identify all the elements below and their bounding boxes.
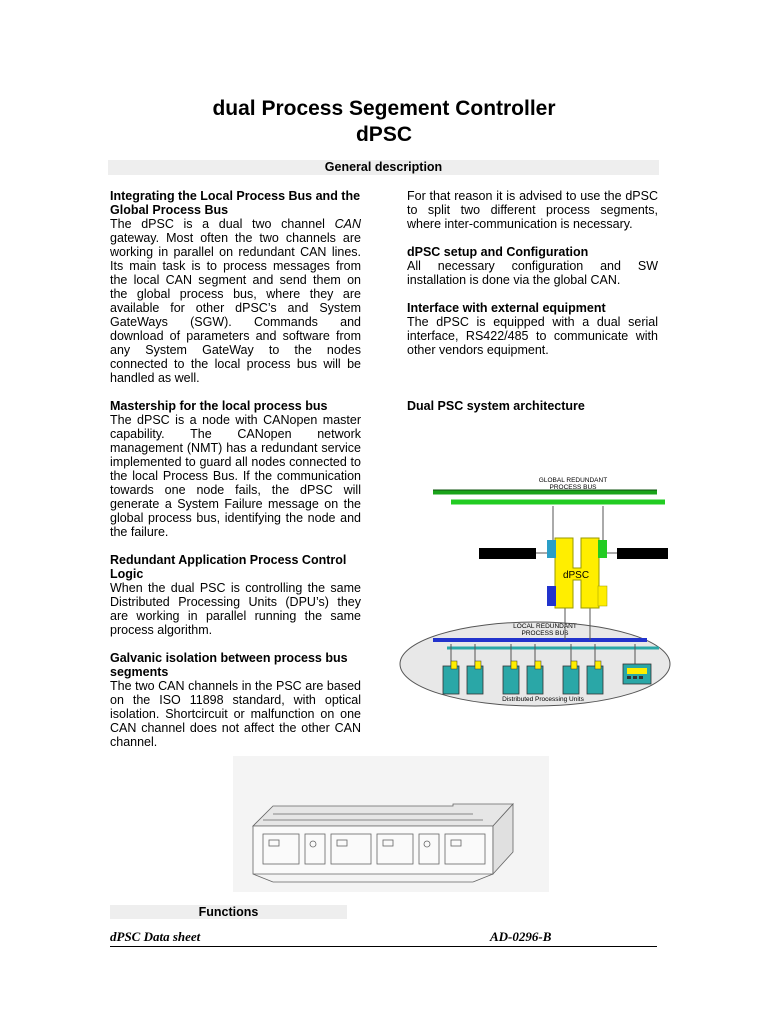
paragraph-mastership: The dPSC is a node with CANopen master capability. The CANopen network management (NMT) has a redundant service implemented to guard all nodes connected to the local Process Bus. If the communication towards one node fails, the dPSC will generate a System Failure message on the global process bus, identifying the node and the failure.: [110, 413, 361, 539]
local-bus-label-1: LOCAL REDUNDANT: [513, 623, 577, 630]
document-title: dual Process Segement Controller: [212, 97, 556, 120]
global-bus-label-2: PROCESS BUS: [549, 484, 597, 491]
can-term: CAN: [334, 217, 361, 231]
document-subtitle: dPSC: [355, 123, 412, 146]
heading-integrating: Integrating the Local Process Bus and the Global Process Bus: [110, 189, 361, 217]
heading-redundant-logic: Redundant Application Process Control Logic: [110, 553, 347, 581]
external-interface-left: [479, 548, 536, 559]
footer-rule: [110, 946, 657, 947]
footer-document-code: AD-0296-B: [490, 929, 552, 944]
paragraph-redundant-logic: When the dual PSC is controlling the same Distributed Processing Units (DPU’s) they are working in parallel running the same process algorithm.: [110, 581, 361, 637]
global-bus-label-1: GLOBAL REDUNDANT: [538, 477, 608, 484]
external-interface-right: [617, 548, 668, 559]
footer-document-name: dPSC Data sheet: [110, 929, 201, 944]
system-architecture-diagram: [395, 468, 677, 718]
paragraph-integrating-start: The dPSC is a dual two channel: [110, 217, 335, 231]
dpu-label: Distributed Processing Units: [502, 696, 584, 703]
local-bus-label-2: PROCESS BUS: [521, 630, 569, 637]
paragraph-setup: All necessary configuration and SW installation is done via the global CAN.: [407, 259, 658, 287]
heading-setup: dPSC setup and Configuration: [407, 245, 589, 259]
heading-galvanic-isolation: Galvanic isolation between process bus segments: [110, 651, 348, 679]
paragraph-integrating-rest: gateway. Most often the two channels are working in parallel on redundant CAN lines. Its main task is to process messages from the local CAN segment and send them on the global process bus, where they are available for other dPSC’s and System GateWays (SGW). Commands and download of parameters and software from any System GateWay to the nodes connected to the local process bus will be handled as well.: [110, 231, 361, 385]
device-illustration: [233, 756, 549, 892]
heading-architecture: Dual PSC system architecture: [407, 399, 585, 413]
section-heading-general: General description: [108, 160, 659, 175]
left-column: [110, 189, 361, 749]
paragraph-integrating: [110, 217, 361, 385]
right-column: [407, 189, 658, 413]
section-heading-functions: Functions: [110, 905, 347, 919]
paragraph-interface: The dPSC is equipped with a dual serial interface, RS422/485 to communicate with other vendors equipment.: [407, 315, 658, 357]
paragraph-split-segments: For that reason it is advised to use the dPSC to split two different process segments, where inter-communication is necessary.: [407, 189, 658, 231]
paragraph-galvanic-isolation: The two CAN channels in the PSC are based on the ISO 11898 standard, with optical isolation. Shortcircuit or malfunction on one CAN channel does not affect the other CAN channel.: [110, 679, 361, 749]
heading-mastership: Mastership for the local process bus: [110, 399, 328, 413]
dpsc-label: dPSC: [562, 570, 590, 581]
heading-interface: Interface with external equipment: [407, 301, 606, 315]
